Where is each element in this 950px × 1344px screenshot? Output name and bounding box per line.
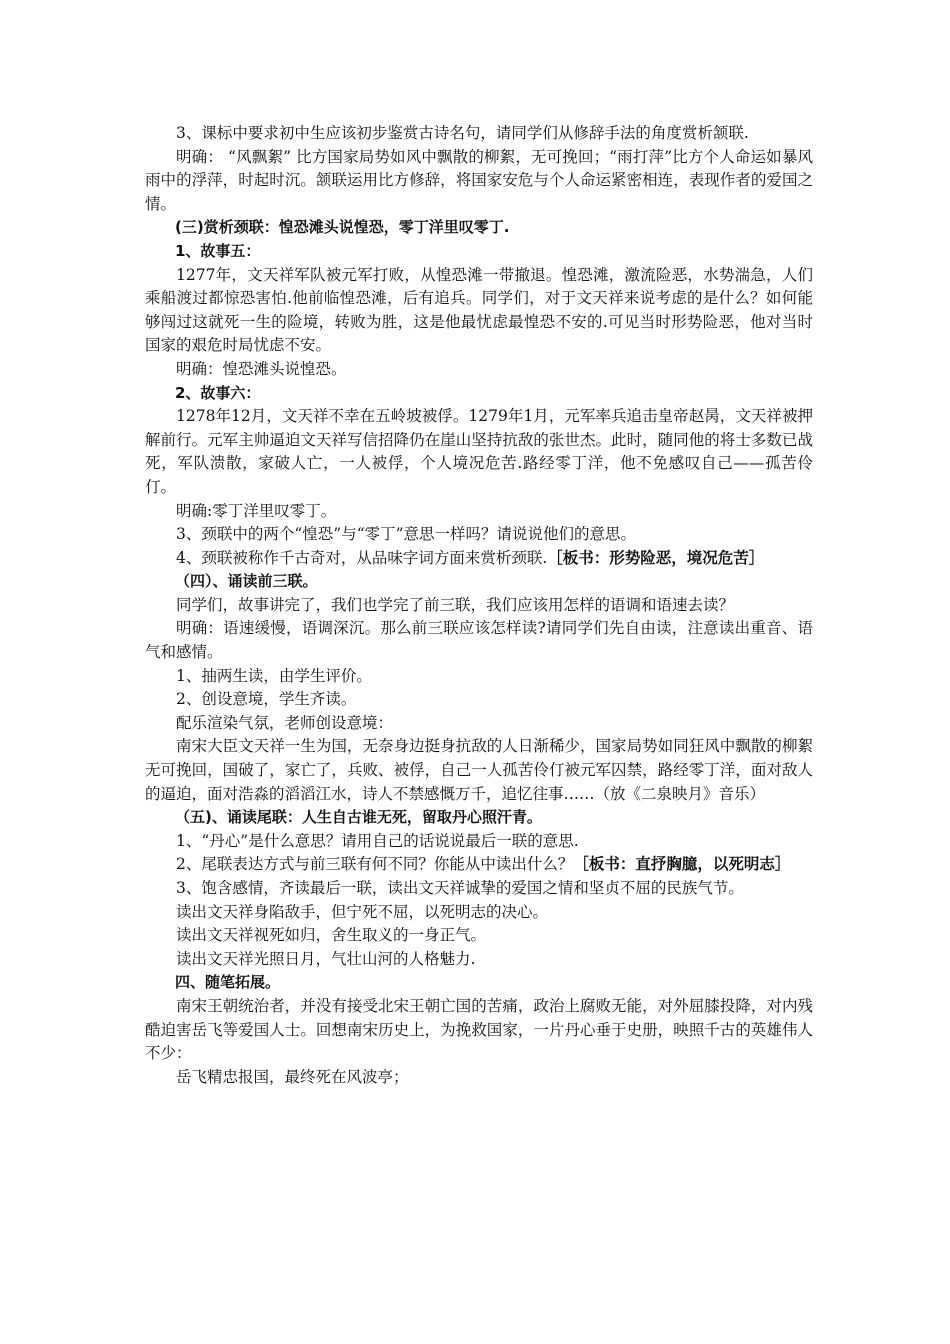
heading-neck-couplet: (三)赏析颈联：惶恐滩头说惶恐，零丁洋里叹零丁.	[175, 218, 510, 237]
heading-recite-first-three: （四）、诵读前三联。	[175, 572, 318, 591]
paragraph-q4-neck	[145, 547, 813, 571]
tail-q2-text: 2、尾联表达方式与前三联有何不同？你能从中读出什么？	[176, 855, 574, 874]
heading-story-six: 2、故事六：	[175, 383, 261, 402]
paragraph-scene: 南宋大臣文天祥一生为国，无奈身边挺身抗敌的人日渐稀少，国家局势如同狂风中飘散的柳絮无可挽回，国破了，家亡了，兵败、被俘，自己一人孤苦伶仃被元军囚禁，路经零丁洋，面对敌人的逼迫，面对浩淼的滔滔江水，诗人不禁感慨万千，追忆往事……（放《二泉映月》音乐）	[145, 737, 813, 803]
paragraph-story-six: 1278年12月，文天祥不幸在五岭坡被俘。1279年1月，元军率兵追击皇帝赵昺，文天祥被押解前行。元军主帅逼迫文天祥写信招降仍在崖山坚持抗敌的张世杰。此时，随同他的将士多数已战死，军队溃散，家破人亡，一人被俘，个人境况危苦.路经零丁洋，他不免感叹自己——孤苦伶仃。	[145, 407, 813, 496]
paragraph-step-2: 2、创设意境，学生齐读。	[176, 690, 357, 709]
paragraph-tail-q1: 1、“丹心”是什么意思？请用自己的话说说最后一联的意思.	[176, 831, 579, 850]
document-body	[145, 122, 813, 1089]
paragraph-tail-q3: 3、饱含感情，齐读最后一联，读出文天祥诚挚的爱国之情和坚贞不屈的民族气节。	[176, 879, 744, 897]
paragraph-recite-answer: 明确：语速缓慢，语调深沉。那么前三联应该怎样读?请同学们先自由读，注意读出重音、语气和感情。	[145, 619, 813, 662]
board-note-situation: ［板书：形势险恶，境况危苦］	[547, 548, 765, 567]
paragraph-yue-fei: 岳飞精忠报国，最终死在风波亭；	[176, 1067, 409, 1086]
paragraph-q3-neck: 3、颈联中的两个“惶恐”与“零丁”意思一样吗？请说说他们的意思。	[176, 525, 637, 544]
heading-essay-extension: 四、随笔拓展。	[175, 973, 281, 992]
paragraph-answer-story-five: 明确：惶恐滩头说惶恐。	[176, 359, 347, 378]
board-note-direct: ［板书：直抒胸臆，以死明志］	[573, 855, 791, 874]
paragraph-music-intro: 配乐渲染气氛，老师创设意境：	[176, 713, 394, 732]
paragraph-recite-question: 同学们，故事讲完了，我们也学完了前三联，我们应该用怎样的语调和语速去读？	[176, 595, 735, 614]
paragraph-q3-couplet-rhetoric: 3、课标中要求初中生应该初步鉴赏古诗名句，请同学们从修辞手法的角度赏析颔联.	[176, 124, 749, 142]
paragraph-step-1: 1、抽两生读，由学生评价。	[176, 666, 372, 685]
heading-recite-tail: （五)、诵读尾联：人生自古谁无死，留取丹心照汗青。	[175, 808, 542, 827]
heading-story-five: 1、故事五：	[175, 241, 261, 260]
paragraph-answer-story-six: 明确:零丁洋里叹零丁。	[176, 501, 337, 520]
paragraph-tail-q2	[145, 853, 813, 877]
paragraph-read-2: 读出文天祥视死如归，舍生取义的一身正气。	[176, 926, 487, 945]
paragraph-answer-couplet: 明确： “风飘絮” 比方国家局势如风中飘散的柳絮，无可挽回；“雨打萍”比方个人命运如暴风雨中的浮萍，时起时沉。颔联运用比方修辞，将国家安危与个人命运紧密相连，表现作者的爱国之情。	[145, 147, 813, 213]
paragraph-read-1: 读出文天祥身陷敌手，但宁死不屈，以死明志的决心。	[176, 902, 549, 921]
paragraph-southern-song: 南宋王朝统治者，并没有接受北宋王朝亡国的苦痛，政治上腐败无能，对外屈膝投降，对内残酷迫害岳飞等爱国人士。回想南宋历史上，为挽救国家，一片丹心垂于史册，映照千古的英雄伟人不少：	[145, 996, 813, 1063]
paragraph-read-3: 读出文天祥光照日月，气壮山河的人格魅力.	[176, 949, 476, 968]
q4-text: 4、颈联被称作千古奇对，从品味字词方面来赏析颈联.	[176, 548, 548, 567]
paragraph-story-five: 1277年，文天祥军队被元军打败，从惶恐滩一带撤退。惶恐滩，激流险恶，水势湍急，人们乘船渡过都惊恐害怕.他前临惶恐滩，后有追兵。同学们，对于文天祥来说考虑的是什么？如何能够闯过这就死一生的险境，转败为胜，这是他最忧虑最惶恐不安的.可见当时形势险恶，他对当时国家的艰危时局忧虑不安。	[145, 265, 813, 355]
